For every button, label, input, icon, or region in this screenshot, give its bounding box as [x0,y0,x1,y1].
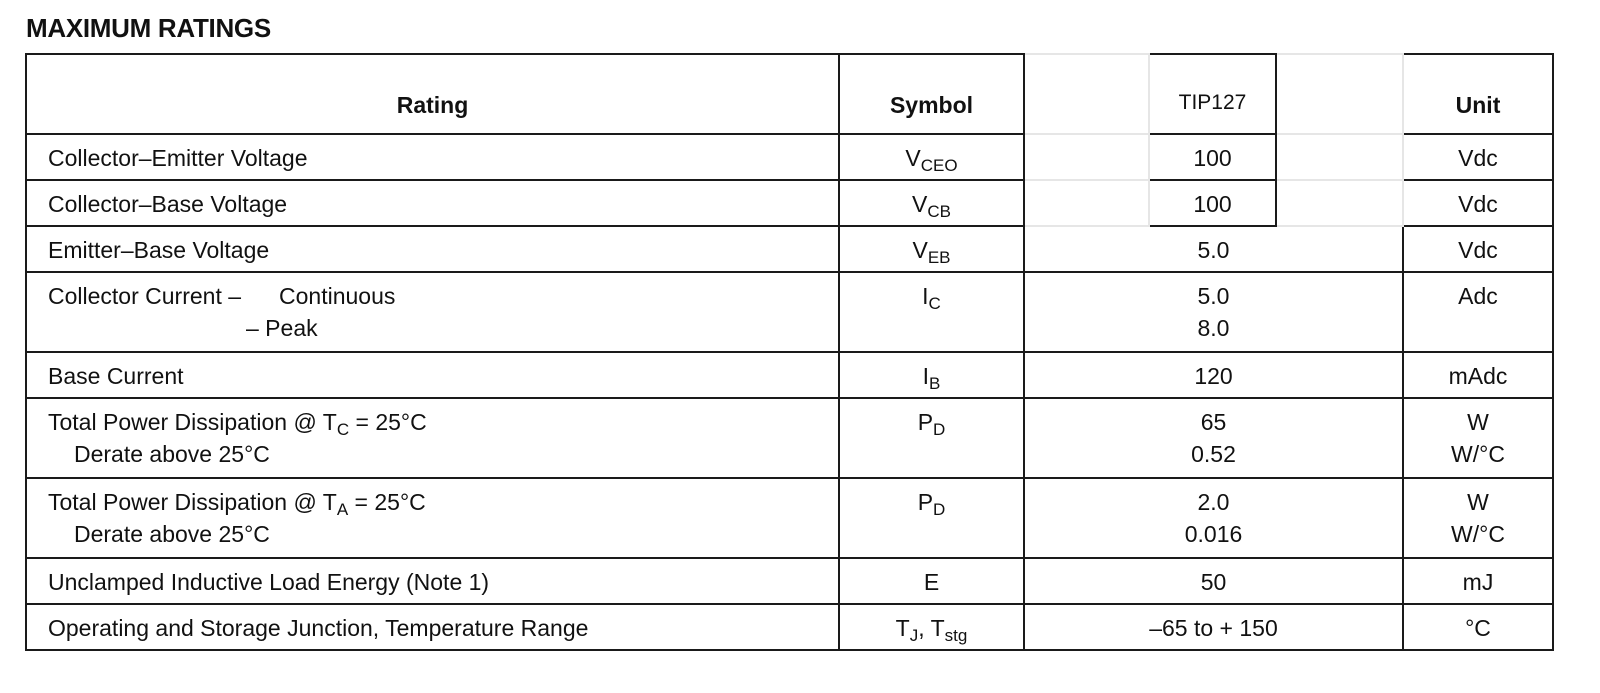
empty-cell [1276,134,1403,180]
header-unit: Unit [1403,54,1553,134]
table-row [26,352,1553,398]
table-row [26,180,1553,226]
value-cell: 2.0 0.016 [1024,478,1403,558]
value-cell: 65 0.52 [1024,398,1403,478]
header-empty-cell [1276,54,1403,134]
unit-cell: Adc [1403,272,1553,352]
section-title: MAXIMUM RATINGS [26,13,271,43]
rating-cell: Base Current [26,352,839,398]
rating-cell: Total Power Dissipation @ $T_A = 25^\circ C$ Derate above 25°C [26,478,839,558]
empty-cell [1276,180,1403,226]
unit-cell: W W/°C [1403,398,1553,478]
table-row [26,558,1553,604]
symbol-cell: $I_B$ [839,352,1024,398]
rating-cell: Total Power Dissipation @ $T_C = 25^\circ C$ Derate above 25°C [26,398,839,478]
unit-cell: Vdc [1403,226,1553,272]
unit-cell: °C [1403,604,1553,650]
empty-cell [1024,180,1149,226]
rating-cell: Collector Current – Continuous – Peak [26,272,839,352]
value-cell: 120 [1024,352,1403,398]
symbol-cell: E [839,558,1024,604]
table-row [26,604,1553,650]
symbol-cell: $I_C$ [839,272,1024,352]
table-row [26,478,1553,558]
rating-cell: Collector–Base Voltage [26,180,839,226]
symbol-cell: $V_{EB}$ [839,226,1024,272]
unit-cell: W W/°C [1403,478,1553,558]
table-row [26,272,1553,352]
table-header-row [26,54,1553,134]
value-cell: –65 to + 150 [1024,604,1403,650]
maximum-ratings-table [25,53,1554,651]
symbol-cell: $V_{CEO}$ [839,134,1024,180]
header-rating: Rating [26,54,839,134]
rating-cell: Operating and Storage Junction, Temperature Range [26,604,839,650]
table-row [26,398,1553,478]
symbol-cell: $V_{CB}$ [839,180,1024,226]
rating-cell: Emitter–Base Voltage [26,226,839,272]
header-empty-cell [1024,54,1149,134]
unit-cell: Vdc [1403,134,1553,180]
table-row [26,226,1553,272]
header-device: TIP127 [1149,54,1276,134]
symbol-cell: $T_J$, $T_{stg}$ [839,604,1024,650]
value-cell: 100 [1149,180,1276,226]
value-cell: 5.0 [1024,226,1403,272]
value-cell: 100 [1149,134,1276,180]
table-row [26,134,1553,180]
value-cell: 5.0 8.0 [1024,272,1403,352]
header-symbol: Symbol [839,54,1024,134]
unit-cell: mAdc [1403,352,1553,398]
symbol-cell: $P_D$ [839,478,1024,558]
rating-cell: Collector–Emitter Voltage [26,134,839,180]
unit-cell: mJ [1403,558,1553,604]
rating-cell: Unclamped Inductive Load Energy (Note 1) [26,558,839,604]
symbol-cell: $P_D$ [839,398,1024,478]
empty-cell [1024,134,1149,180]
value-cell: 50 [1024,558,1403,604]
unit-cell: Vdc [1403,180,1553,226]
